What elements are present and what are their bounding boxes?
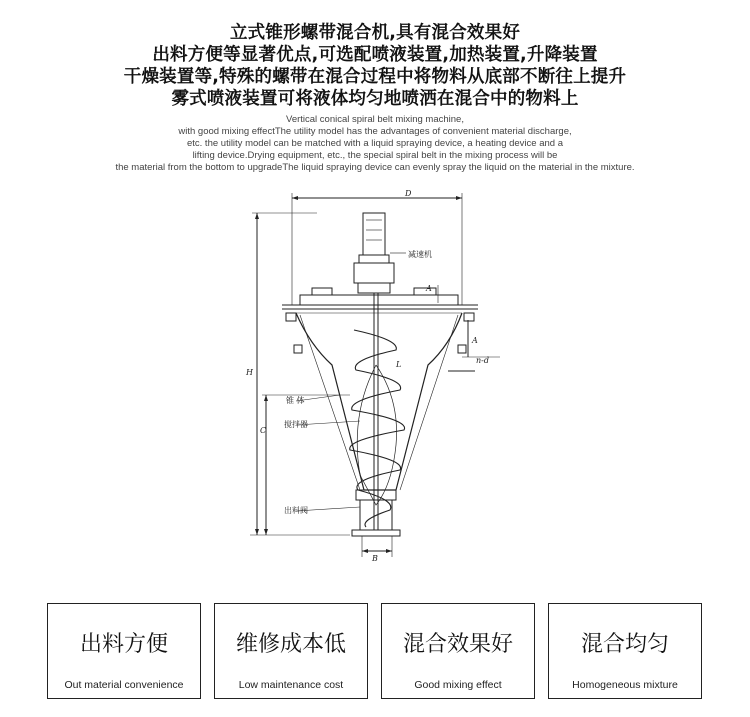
chinese-heading-line: 出料方便等显著优点,可选配喷液装置,加热装置,升降装置 <box>152 45 598 65</box>
arrowhead <box>255 529 259 535</box>
arrowhead <box>255 213 259 219</box>
outlet-plate <box>352 530 400 536</box>
feature-card <box>47 603 201 699</box>
top-cover <box>300 295 458 305</box>
feature-card-title: 混合效果好 <box>402 632 513 657</box>
cone-inner-line <box>400 315 458 490</box>
chinese-heading <box>0 22 750 110</box>
motor-flange <box>359 255 389 263</box>
label-reducer: 减速机 <box>408 250 432 259</box>
mixer-drawing-svg <box>200 185 560 565</box>
dim-label-h: H <box>246 368 253 377</box>
feature-card-title: 出料方便 <box>79 632 168 657</box>
feature-card-subtitle: Homogeneous mixture <box>572 679 678 691</box>
english-description-line: the material from the bottom to upgradeThe liquid spraying device can evenly spray the liquid on the material in the mixture. <box>115 162 635 173</box>
english-description <box>0 114 750 174</box>
chinese-heading-line: 雾式喷液装置可将液体均匀地喷洒在混合中的物料上 <box>171 89 579 109</box>
label-agitator: 搅拌器 <box>284 420 308 429</box>
reducer-body <box>354 263 394 283</box>
chinese-heading-line: 立式锥形螺带混合机,具有混合效果好 <box>229 23 521 43</box>
mixer-technical-drawing <box>200 185 560 565</box>
dim-label-b: B <box>372 554 378 563</box>
arrowhead <box>456 196 462 200</box>
arrowhead <box>362 549 368 553</box>
feature-card <box>548 603 702 699</box>
cone-body <box>296 313 462 490</box>
english-description-line: lifting device.Drying equipment, etc., the special spiral belt in the mixing process will be <box>192 150 558 161</box>
english-description-line: etc. the utility model can be matched with a liquid spraying device, a heating device and a <box>186 138 563 149</box>
arrowhead <box>386 549 392 553</box>
feature-card-title: 混合均匀 <box>580 632 669 657</box>
cone-inner-line <box>300 315 360 490</box>
label-outlet: 出料阀 <box>284 506 308 515</box>
feature-card-subtitle: Low maintenance cost <box>238 679 344 691</box>
arrowhead <box>292 196 298 200</box>
feature-card <box>214 603 368 699</box>
dim-label-l: L <box>396 360 402 369</box>
label-cone: 锥 体 <box>286 396 305 405</box>
cover-port <box>414 288 436 295</box>
dim-label-d: D <box>405 189 412 198</box>
feature-card-title: 维修成本低 <box>235 632 346 657</box>
dim-label-nd: n-d <box>476 356 489 365</box>
dim-label-a-top: A <box>426 284 432 293</box>
motor-body <box>363 213 385 255</box>
feature-card-subtitle: Out material convenience <box>64 679 184 691</box>
support-lug <box>458 345 466 353</box>
english-description-line: Vertical conical spiral belt mixing machine, <box>286 114 464 125</box>
arrowhead <box>264 395 268 401</box>
feature-card-subtitle: Good mixing effect <box>414 679 502 691</box>
support-lug <box>464 313 474 321</box>
feature-card <box>381 603 535 699</box>
feature-cards <box>47 603 703 701</box>
english-description-line: with good mixing effectThe utility model has the advantages of convenient material discharge, <box>178 126 572 137</box>
support-lug <box>286 313 296 321</box>
chinese-heading-line: 干燥装置等,特殊的螺带在混合过程中将物料从底部不断往上提升 <box>123 67 627 87</box>
dim-label-c: C <box>260 426 267 435</box>
arrowhead <box>264 529 268 535</box>
support-lug <box>294 345 302 353</box>
cover-port <box>312 288 332 295</box>
dim-label-a-side: A <box>472 336 478 345</box>
reducer-base <box>358 283 390 293</box>
